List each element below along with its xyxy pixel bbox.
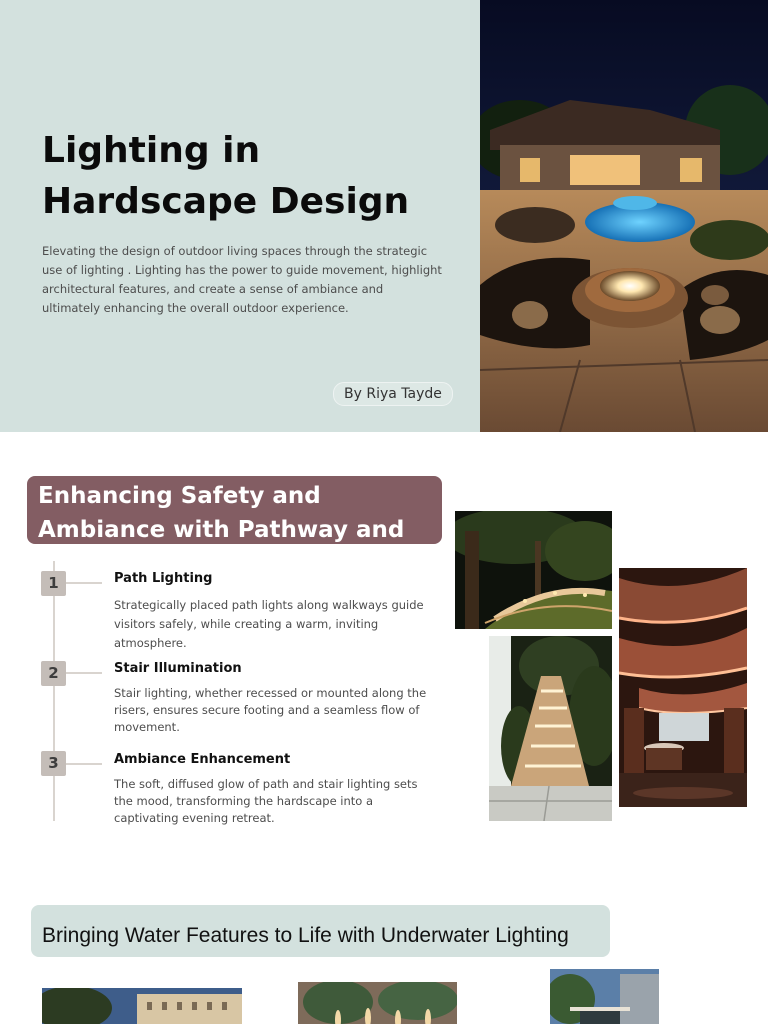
step-connector-1 bbox=[66, 582, 102, 584]
step-number-1: 1 bbox=[41, 571, 66, 596]
photo-water-feature-2 bbox=[298, 982, 457, 1024]
page-title bbox=[42, 125, 462, 227]
author-badge: By Riya Tayde bbox=[333, 382, 453, 406]
photo-water-feature-3 bbox=[550, 969, 659, 1024]
step-number-2: 2 bbox=[41, 661, 66, 686]
step-connector-3 bbox=[66, 763, 102, 765]
step-text-ambiance-enhancement: The soft, diffused glow of path and stair lighting sets the mood, transforming the hardscape into a captivating evening retreat. bbox=[114, 777, 418, 825]
hero-image-backyard-night bbox=[480, 0, 768, 432]
hero-description: Elevating the design of outdoor living spaces through the strategic use of lighting . Lighting has the power to guide movement, highlight architectural features, and create a sense of ambiance and ultimately enhancing the overall outdoor experience. bbox=[42, 244, 442, 315]
hero-panel bbox=[0, 0, 480, 432]
step-text-stair-illumination: Stair lighting, whether recessed or mounted along the risers, ensures secure footing and a seamless flow of movement. bbox=[114, 686, 427, 734]
water-section-banner bbox=[31, 905, 610, 957]
photo-water-feature-1 bbox=[42, 988, 242, 1024]
photo-park-path-lights bbox=[455, 511, 612, 629]
title-line-1: Lighting in bbox=[42, 130, 261, 171]
step-title-stair-illumination: Stair Illumination bbox=[114, 661, 242, 676]
section-heading: Enhancing Safety and Ambiance with Pathway and bbox=[38, 483, 405, 543]
water-section-heading: Bringing Water Features to Life with Underwater Lighting bbox=[42, 924, 569, 947]
step-title-path-lighting: Path Lighting bbox=[114, 571, 213, 586]
photo-stair-garden-lights bbox=[489, 636, 612, 821]
step-title-ambiance-enhancement: Ambiance Enhancement bbox=[114, 752, 291, 767]
step-text-path-lighting: Strategically placed path lights along walkways guide visitors safely, while creating a warm, inviting atmosphere. bbox=[114, 598, 424, 650]
photo-interior-cove-lighting bbox=[619, 568, 747, 807]
step-number-3: 3 bbox=[41, 751, 66, 776]
title-line-2: Hardscape Design bbox=[42, 181, 410, 222]
step-connector-2 bbox=[66, 672, 102, 674]
timeline-line bbox=[53, 561, 55, 821]
section-heading-badge bbox=[27, 476, 442, 544]
